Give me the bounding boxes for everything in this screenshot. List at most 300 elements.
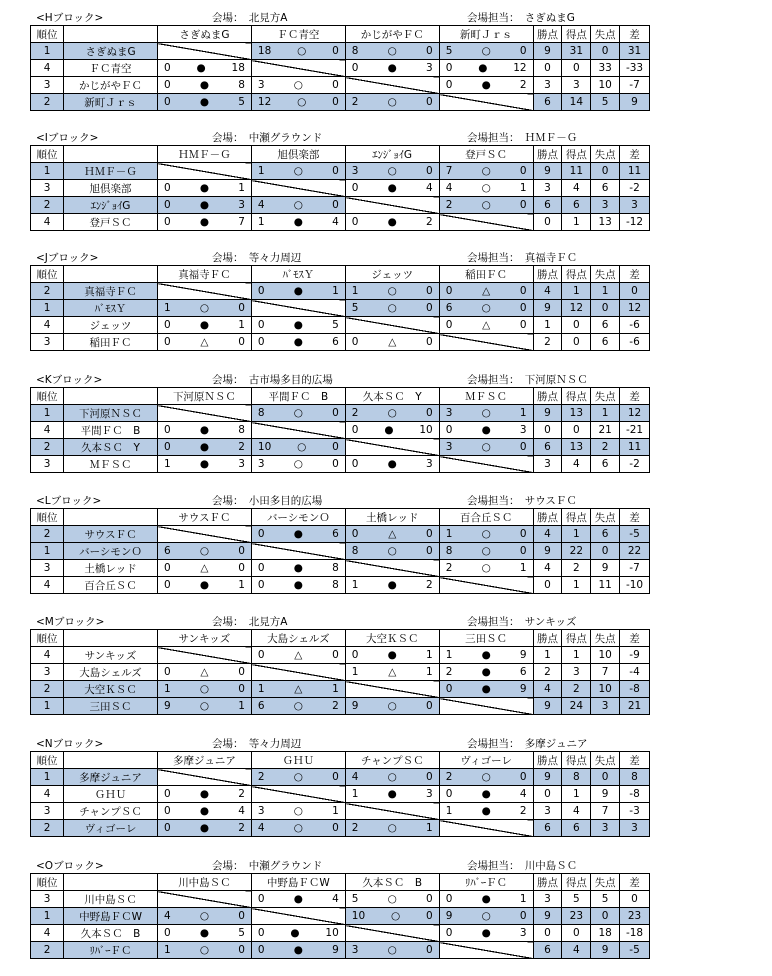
score-for: 9 (445, 910, 453, 922)
rank-cell: 1 (31, 163, 64, 180)
venue-label: 会場： 等々力周辺 (212, 738, 302, 750)
goals-for-cell: 0 (562, 334, 591, 351)
rank-cell: 2 (31, 526, 64, 543)
goals-against-header: 失点 (591, 630, 620, 647)
goal-diff-cell: -33 (620, 60, 650, 77)
match-result-cell (345, 786, 439, 803)
goals-against-cell: 2 (591, 439, 620, 456)
goals-for-cell: 1 (562, 214, 591, 231)
points-cell: 4 (533, 283, 562, 300)
goal-diff-cell: -8 (620, 681, 650, 698)
header-row (31, 874, 650, 891)
venue-label: 会場： 北見方A (212, 616, 288, 628)
score-for: 0 (163, 666, 171, 678)
score-for: 0 (445, 927, 453, 939)
goals-for-cell: 13 (562, 405, 591, 422)
score-against: 0 (332, 96, 339, 108)
score-for: 0 (163, 336, 171, 348)
score-for: 1 (351, 666, 359, 678)
goals-against-cell: 1 (591, 283, 620, 300)
result-mark: ○ (199, 545, 210, 557)
points-cell: 0 (533, 60, 562, 77)
opponent-header: ﾘﾊﾞｰＦＣ (439, 874, 533, 891)
goals-for-cell: 0 (562, 60, 591, 77)
score-for: 8 (351, 545, 359, 557)
match-result-cell (345, 94, 439, 111)
points-cell: 9 (533, 300, 562, 317)
goals-for-cell: 22 (562, 543, 591, 560)
match-result-cell (439, 803, 533, 820)
manager-label: 会場担当： 下河原ＮＳＣ (467, 374, 588, 386)
table-row (31, 925, 650, 942)
match-score (346, 407, 439, 419)
table-row (31, 908, 650, 925)
score-against: 6 (332, 528, 339, 540)
goals-against-header: 失点 (591, 146, 620, 163)
manager-label: 会場担当： サウスＦＣ (467, 495, 577, 507)
rank-header: 順位 (31, 266, 64, 283)
header-row (31, 388, 650, 405)
team-name-cell: 多摩ジュニア (64, 769, 158, 786)
self-match-cell (251, 422, 345, 439)
goals-against-cell: 13 (591, 214, 620, 231)
match-score (158, 96, 251, 108)
score-against: 5 (238, 96, 245, 108)
table-row (31, 317, 650, 334)
score-for: 2 (351, 822, 359, 834)
points-cell: 2 (533, 664, 562, 681)
result-mark: ● (199, 79, 210, 91)
self-match-cell (439, 577, 533, 594)
goals-for-cell: 0 (562, 925, 591, 942)
match-score (158, 579, 251, 591)
match-result-cell (439, 197, 533, 214)
score-against: 3 (426, 458, 433, 470)
score-for: 0 (163, 62, 171, 74)
match-score (158, 683, 251, 695)
team-name-cell: バーシモンＯ (64, 543, 158, 560)
table-row (31, 283, 650, 300)
score-for: 1 (163, 683, 171, 695)
score-against: 0 (332, 45, 339, 57)
score-against: 1 (426, 822, 433, 834)
manager-label: 会場担当： さぎぬまG (467, 12, 575, 24)
goal-diff-cell: -7 (620, 77, 650, 94)
opponent-header: 旭倶楽部 (251, 146, 345, 163)
match-result-cell (251, 942, 345, 959)
score-for: 0 (445, 424, 453, 436)
opponent-header: ﾊﾞﾓｽＹ (251, 266, 345, 283)
match-score (440, 441, 533, 453)
result-mark: ● (293, 944, 303, 956)
goal-diff-cell: -5 (620, 942, 650, 959)
points-cell: 6 (533, 942, 562, 959)
result-mark: ○ (387, 771, 397, 783)
score-for: 3 (257, 79, 265, 91)
result-mark: ● (293, 319, 303, 331)
match-result-cell (439, 77, 533, 94)
score-for: 4 (257, 822, 265, 834)
score-against: 0 (519, 302, 527, 314)
result-mark: ○ (481, 910, 491, 922)
rank-cell: 1 (31, 769, 64, 786)
score-against: 3 (426, 788, 433, 800)
match-result-cell (251, 317, 345, 334)
team-name-cell: 土橋レッド (64, 560, 158, 577)
standings-table (30, 751, 650, 837)
table-row (31, 543, 650, 560)
result-mark: ● (199, 199, 210, 211)
score-against: 0 (238, 910, 245, 922)
standings-table (30, 508, 650, 594)
match-score (346, 285, 439, 297)
score-against: 1 (238, 182, 245, 194)
team-name-cell: ＧＨＵ (64, 786, 158, 803)
goals-for-cell: 0 (562, 422, 591, 439)
standings-table (30, 145, 650, 231)
match-score (252, 336, 345, 348)
match-result-cell (157, 560, 251, 577)
score-against: 12 (513, 62, 527, 74)
points-cell: 0 (533, 786, 562, 803)
goals-for-cell: 1 (562, 526, 591, 543)
match-score (440, 927, 533, 939)
manager-label: 会場担当： ＨＭＦ－Ｇ (467, 132, 578, 144)
match-score (440, 319, 533, 331)
self-match-cell (345, 803, 439, 820)
team-name-cell: ＦＣ青空 (64, 60, 158, 77)
team-name-cell: かじがやＦＣ (64, 77, 158, 94)
team-name-cell: 新町Ｊｒｓ (64, 94, 158, 111)
opponent-header: 真福寺ＦＣ (157, 266, 251, 283)
score-against: 2 (426, 216, 433, 228)
goal-diff-cell: 3 (620, 820, 650, 837)
match-result-cell (157, 577, 251, 594)
result-mark: ○ (297, 45, 307, 57)
match-result-cell (439, 422, 533, 439)
team-name-cell: 久本ＳＣ Y (64, 439, 158, 456)
score-for: 2 (445, 562, 453, 574)
match-result-cell (157, 908, 251, 925)
score-against: 0 (332, 407, 339, 419)
score-for: 5 (351, 893, 359, 905)
score-against: 0 (238, 336, 245, 348)
score-for: 0 (445, 683, 453, 695)
score-against: 0 (519, 771, 527, 783)
result-mark: ● (387, 458, 397, 470)
score-against: 0 (426, 285, 433, 297)
rank-cell: 3 (31, 77, 64, 94)
match-result-cell (157, 197, 251, 214)
block-4 (0, 491, 772, 611)
goal-diff-cell: 11 (620, 439, 650, 456)
match-result-cell (345, 43, 439, 60)
match-score (346, 182, 439, 194)
score-for: 9 (351, 700, 359, 712)
result-mark: ● (293, 562, 303, 574)
score-against: 0 (332, 79, 339, 91)
score-against: 4 (332, 216, 339, 228)
result-mark: ○ (481, 165, 491, 177)
match-score (252, 805, 345, 817)
score-against: 4 (238, 805, 245, 817)
score-against: 2 (332, 700, 339, 712)
result-mark: △ (200, 336, 209, 348)
match-score (158, 216, 251, 228)
match-score (346, 700, 439, 712)
result-mark: ○ (481, 45, 491, 57)
score-against: 7 (238, 216, 245, 228)
team-name-cell: 下河原ＮＳＣ (64, 405, 158, 422)
result-mark: ○ (293, 79, 303, 91)
rank-cell: 4 (31, 214, 64, 231)
goal-diff-cell: -6 (620, 334, 650, 351)
block-name: <Iブロック> (36, 132, 99, 144)
match-score (252, 927, 345, 939)
result-mark: ○ (387, 96, 397, 108)
goals-against-cell: 1 (591, 405, 620, 422)
opponent-header: チャンプＳＣ (345, 752, 439, 769)
match-result-cell (439, 681, 533, 698)
self-match-cell (251, 664, 345, 681)
match-result-cell (251, 94, 345, 111)
result-mark: ○ (481, 441, 491, 453)
goal-diff-cell: -4 (620, 664, 650, 681)
table-row (31, 214, 650, 231)
table-row (31, 577, 650, 594)
points-cell: 6 (533, 439, 562, 456)
diff-header: 差 (620, 266, 650, 283)
match-score (252, 199, 345, 211)
match-result-cell (157, 803, 251, 820)
rank-header: 順位 (31, 388, 64, 405)
header-row (31, 630, 650, 647)
result-mark: ● (387, 579, 397, 591)
match-score (440, 182, 533, 194)
points-cell: 4 (533, 560, 562, 577)
goals-for-header: 得点 (562, 509, 591, 526)
goal-diff-cell: -12 (620, 214, 650, 231)
rank-cell: 2 (31, 283, 64, 300)
result-mark: ○ (481, 528, 491, 540)
rank-cell: 3 (31, 334, 64, 351)
team-name-cell: 旭倶楽部 (64, 180, 158, 197)
block-name: <Nブロック> (36, 738, 104, 750)
match-result-cell (157, 942, 251, 959)
result-mark: ● (293, 893, 303, 905)
match-result-cell (157, 77, 251, 94)
score-against: 5 (238, 927, 245, 939)
score-against: 0 (332, 822, 339, 834)
table-row (31, 94, 650, 111)
table-row (31, 664, 650, 681)
score-for: 0 (163, 788, 171, 800)
self-match-cell (439, 94, 533, 111)
score-for: 10 (351, 910, 366, 922)
goals-against-cell: 3 (591, 820, 620, 837)
match-result-cell (251, 163, 345, 180)
goals-against-header: 失点 (591, 266, 620, 283)
score-for: 0 (445, 788, 453, 800)
match-result-cell (439, 786, 533, 803)
match-score (440, 771, 533, 783)
team-name-cell: 久本ＳＣ B (64, 925, 158, 942)
score-for: 1 (351, 285, 359, 297)
result-mark: ● (481, 649, 491, 661)
score-against: 0 (426, 944, 433, 956)
result-mark: ● (481, 666, 491, 678)
score-against: 0 (332, 165, 339, 177)
score-against: 3 (519, 927, 527, 939)
match-score (158, 822, 251, 834)
score-for: 8 (257, 407, 265, 419)
goals-against-header: 失点 (591, 26, 620, 43)
team-name-cell: 百合丘ＳＣ (64, 577, 158, 594)
match-result-cell (251, 43, 345, 60)
match-result-cell (439, 543, 533, 560)
score-against: 0 (519, 199, 527, 211)
result-mark: ○ (199, 910, 210, 922)
match-result-cell (251, 577, 345, 594)
match-result-cell (345, 163, 439, 180)
match-result-cell (251, 698, 345, 715)
goals-against-cell: 33 (591, 60, 620, 77)
table-row (31, 300, 650, 317)
score-for: 0 (351, 424, 359, 436)
match-score (158, 182, 251, 194)
points-header: 勝点 (533, 26, 562, 43)
result-mark: ● (199, 441, 210, 453)
score-for: 0 (257, 285, 265, 297)
score-for: 1 (351, 788, 359, 800)
goals-for-cell: 1 (562, 577, 591, 594)
score-for: 9 (163, 700, 171, 712)
result-mark: ● (384, 424, 394, 436)
match-result-cell (345, 664, 439, 681)
table-row (31, 698, 650, 715)
goals-against-cell: 9 (591, 786, 620, 803)
match-score (440, 424, 533, 436)
header-row (31, 26, 650, 43)
match-result-cell (439, 664, 533, 681)
match-result-cell (439, 300, 533, 317)
match-result-cell (439, 560, 533, 577)
match-result-cell (157, 925, 251, 942)
score-for: 0 (163, 562, 171, 574)
match-score (440, 407, 533, 419)
match-score (252, 944, 345, 956)
score-for: 0 (163, 424, 171, 436)
result-mark: ● (199, 822, 210, 834)
score-against: 4 (332, 893, 339, 905)
venue-label: 会場： 小田多目的広場 (212, 495, 323, 507)
score-for: 2 (351, 96, 359, 108)
rank-header: 順位 (31, 26, 64, 43)
match-score (158, 562, 251, 574)
result-mark: ○ (387, 45, 397, 57)
block-2 (0, 248, 772, 368)
score-for: 0 (163, 927, 171, 939)
rank-cell: 1 (31, 300, 64, 317)
score-for: 2 (445, 199, 453, 211)
score-for: 0 (351, 182, 359, 194)
table-row (31, 422, 650, 439)
score-against: 0 (519, 319, 527, 331)
rank-cell: 4 (31, 925, 64, 942)
result-mark: △ (388, 336, 397, 348)
match-result-cell (345, 300, 439, 317)
match-result-cell (157, 317, 251, 334)
result-mark: ○ (199, 944, 210, 956)
venue-label: 会場： 古市場多目的広場 (212, 374, 333, 386)
match-result-cell (251, 77, 345, 94)
block-header (0, 491, 772, 507)
goal-diff-cell: -3 (620, 803, 650, 820)
points-cell: 6 (533, 820, 562, 837)
match-score (346, 62, 439, 74)
goals-for-cell: 0 (562, 317, 591, 334)
opponent-header: さぎぬまG (157, 26, 251, 43)
match-result-cell (439, 163, 533, 180)
match-result-cell (157, 214, 251, 231)
table-row (31, 163, 650, 180)
team-name-cell: ヴィゴーレ (64, 820, 158, 837)
opponent-header: ｴﾝｼﾞｮｲG (345, 146, 439, 163)
match-score (346, 893, 439, 905)
score-against: 1 (519, 893, 527, 905)
score-against: 0 (426, 771, 433, 783)
match-result-cell (157, 300, 251, 317)
points-cell: 6 (533, 197, 562, 214)
goals-for-cell: 5 (562, 891, 591, 908)
match-score (440, 62, 533, 74)
result-mark: △ (200, 666, 209, 678)
block-header (0, 612, 772, 628)
goals-for-cell: 31 (562, 43, 591, 60)
match-result-cell (251, 681, 345, 698)
result-mark: ○ (387, 700, 397, 712)
goal-diff-cell: -5 (620, 526, 650, 543)
score-against: 0 (426, 336, 433, 348)
match-score (252, 683, 345, 695)
block-7 (0, 856, 772, 976)
result-mark: ○ (387, 893, 397, 905)
points-cell: 0 (533, 214, 562, 231)
table-row (31, 334, 650, 351)
venue-label: 会場： 中瀬グラウンド (212, 860, 323, 872)
match-result-cell (345, 526, 439, 543)
header-row (31, 752, 650, 769)
goals-against-cell: 6 (591, 456, 620, 473)
score-against: 1 (519, 407, 527, 419)
score-for: 5 (445, 45, 453, 57)
goals-against-cell: 5 (591, 891, 620, 908)
result-mark: ● (478, 62, 488, 74)
opponent-header: 川中島ＳＣ (157, 874, 251, 891)
score-for: 0 (257, 336, 265, 348)
standings-table (30, 265, 650, 351)
score-for: 0 (445, 319, 453, 331)
result-mark: △ (482, 285, 491, 297)
match-score (440, 285, 533, 297)
goals-for-cell: 12 (562, 300, 591, 317)
score-for: 0 (163, 182, 171, 194)
goals-for-cell: 3 (562, 664, 591, 681)
match-score (252, 458, 345, 470)
opponent-header: 登戸ＳＣ (439, 146, 533, 163)
goals-against-header: 失点 (591, 752, 620, 769)
match-result-cell (345, 647, 439, 664)
